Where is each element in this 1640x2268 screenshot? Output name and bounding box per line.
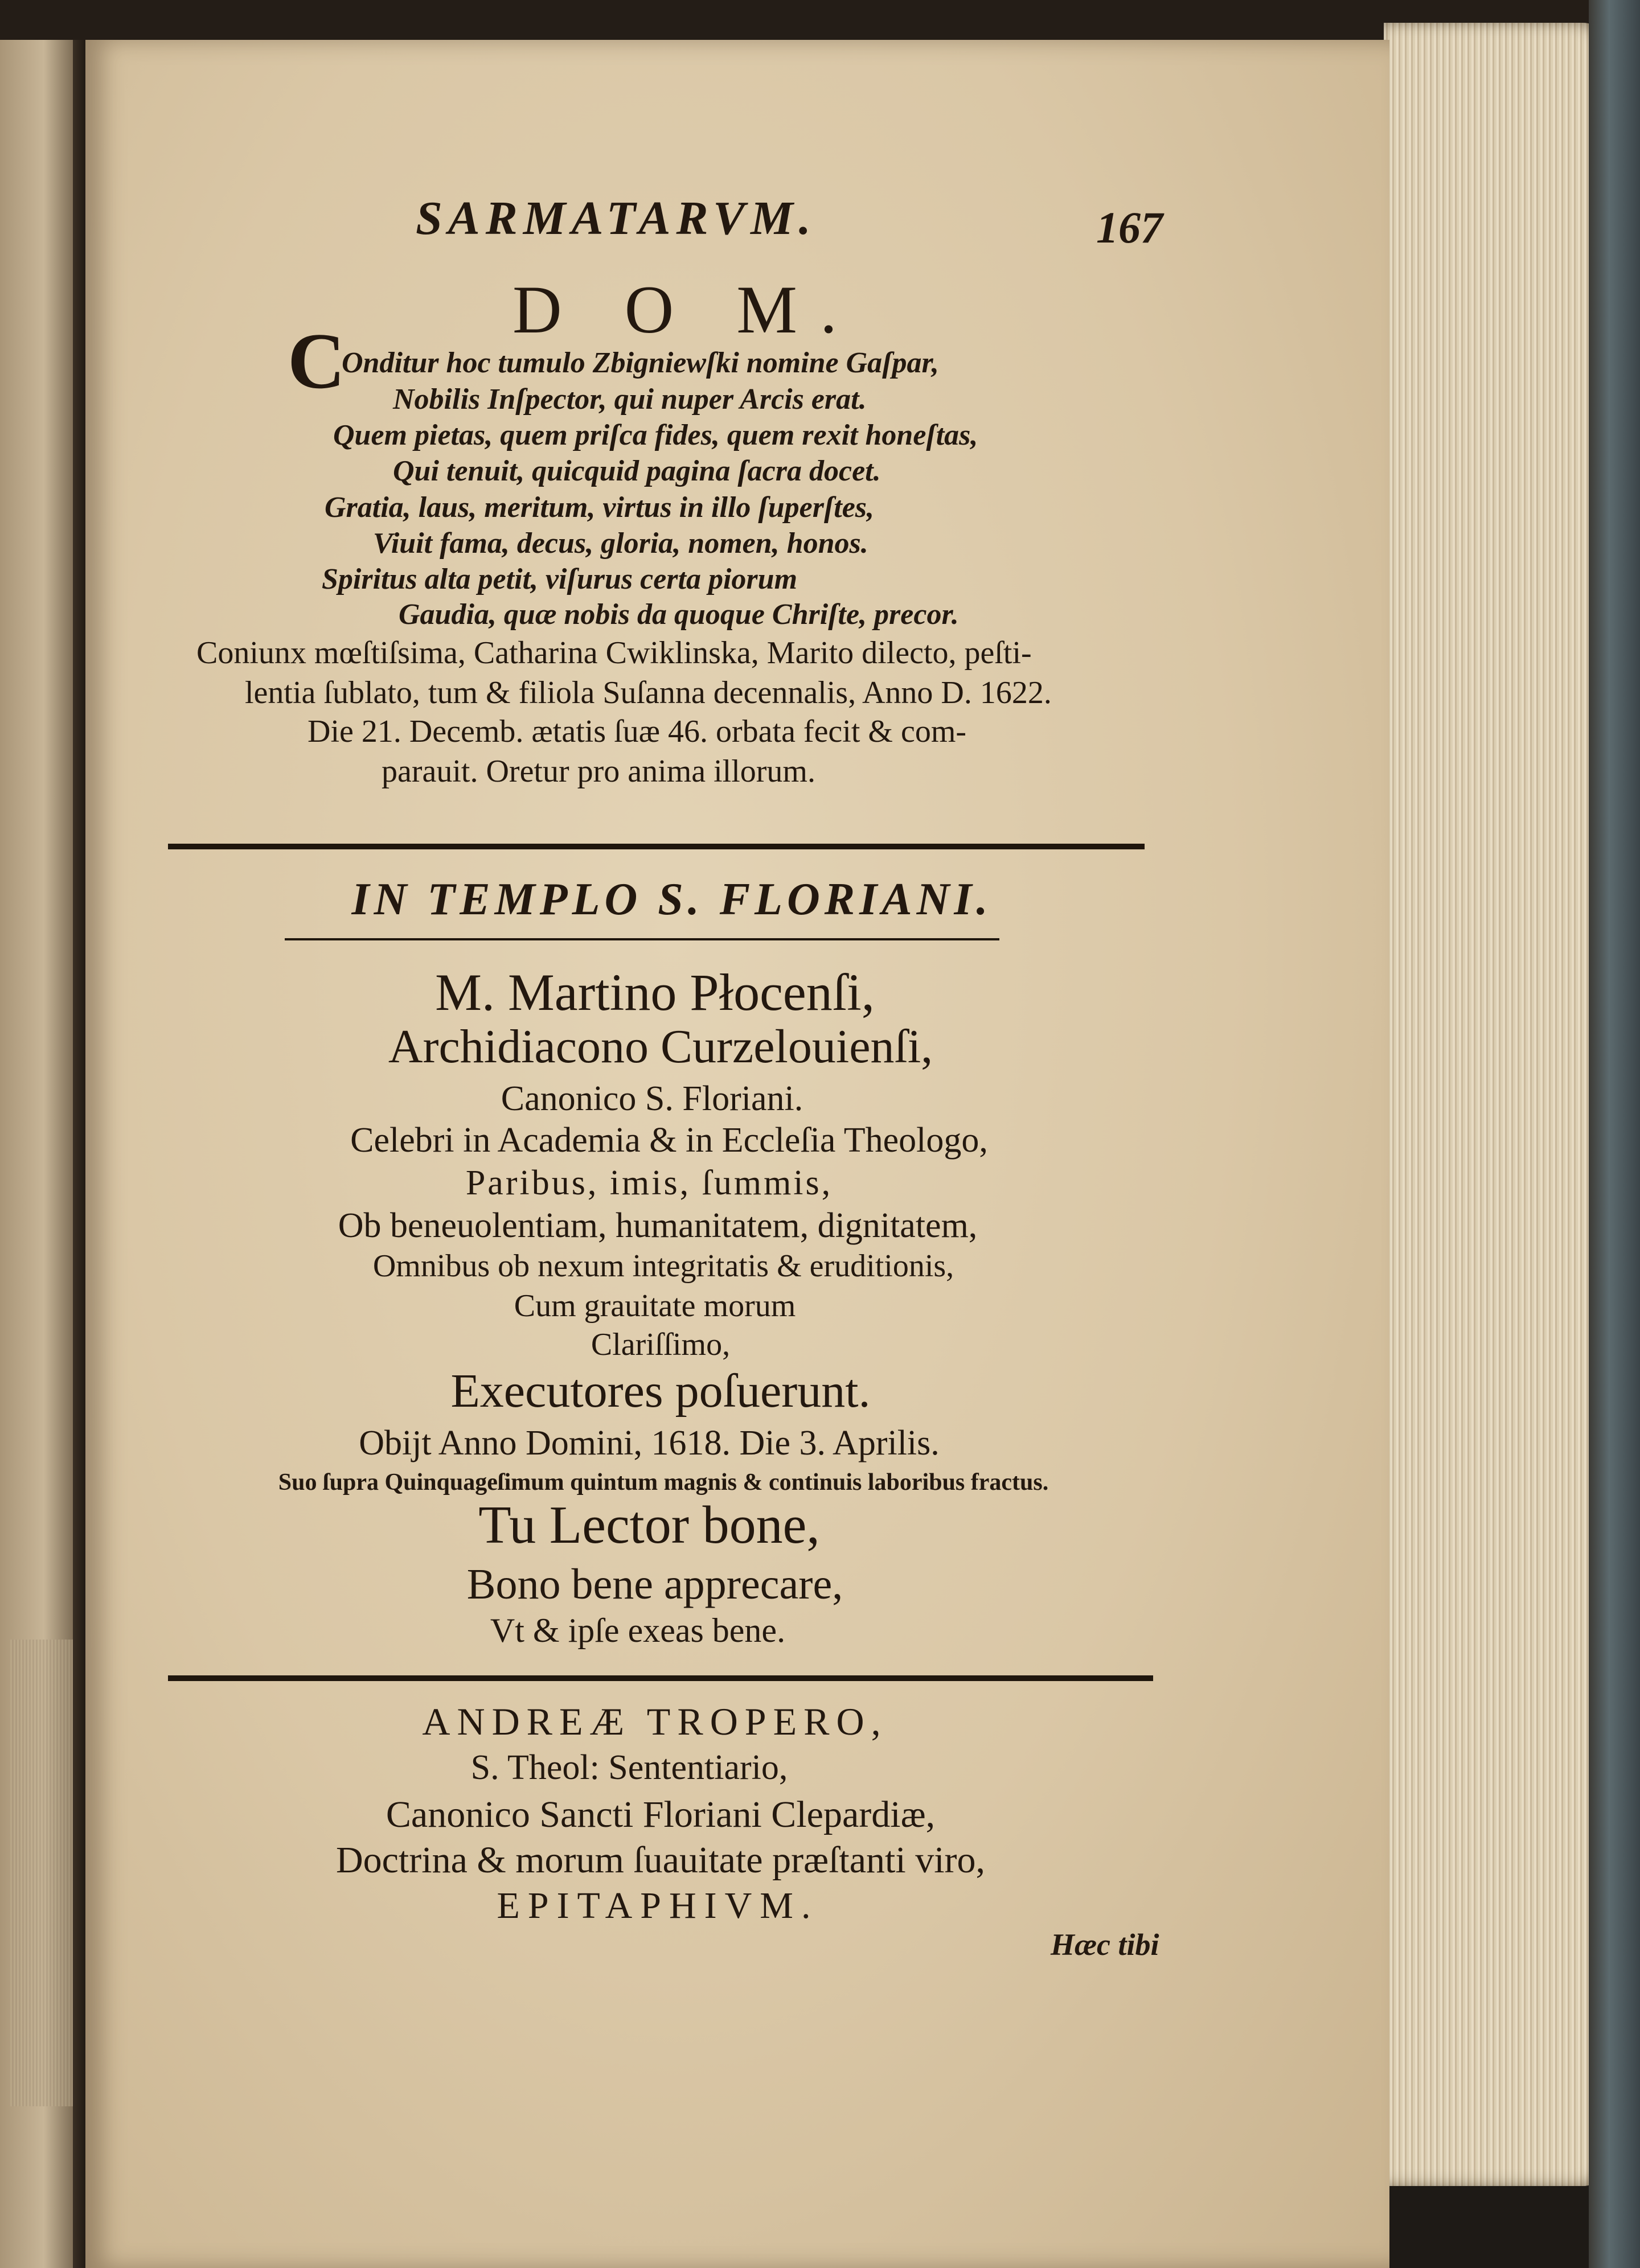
rule-under-title: [285, 938, 999, 940]
epitaph-line: S. Theol: Sententiario,: [470, 1748, 788, 1787]
prose-line: lentia ſublato, tum & filiola Suſanna decennalis, Anno D. 1622.: [245, 675, 1052, 710]
epitaph-line: Canonico S. Floriani.: [501, 1079, 803, 1118]
running-title: SARMATARVM.: [416, 192, 817, 245]
epitaph-line: Paribus, imis, ſummis,: [465, 1164, 833, 1202]
prose-line: parauit. Oretur pro anima illorum.: [382, 754, 815, 789]
verse-line: Onditur hoc tumulo Zbigniewſki nomine Gaſpar,: [342, 347, 939, 379]
page-number: 167: [1096, 203, 1163, 252]
epitaph-line: Vt & ipſe exeas bene.: [490, 1612, 786, 1649]
verse-line: Viuit fama, decus, gloria, nomen, honos.: [373, 527, 868, 560]
verse-line: Gratia, laus, meritum, virtus in illo ſuperſtes,: [325, 491, 875, 524]
rule-top: [168, 844, 1145, 849]
page-fore-edge: [1384, 23, 1606, 2186]
catchword: Hæc tibi: [1051, 1928, 1159, 1962]
epitaph-line: Executores poſuerunt.: [450, 1365, 871, 1418]
epitaph-line: Obijt Anno Domini, 1618. Die 3. Aprilis.: [359, 1424, 940, 1462]
epitaph-line: Suo ſupra Quinquageſimum quintum magnis & continuis laboribus fractus.: [278, 1469, 1049, 1495]
epitaph-line: Cum grauitate morum: [514, 1288, 796, 1324]
rule-bottom: [168, 1675, 1153, 1681]
epitaph-line: EPITAPHIVM.: [497, 1885, 819, 1926]
section-title: IN TEMPLO S. FLORIANI.: [351, 874, 993, 925]
epitaph-line: Bono bene apprecare,: [466, 1560, 843, 1608]
verse-line: Spiritus alta petit, viſurus certa piorum: [322, 563, 798, 595]
epitaph-line: Ob beneuolentiam, humanitatem, dignitatem,: [338, 1206, 978, 1245]
verse-line: Quem pietas, quem priſca fides, quem rexit honeſtas,: [333, 419, 978, 451]
facing-page-texture: [10, 1640, 73, 2106]
verse-line: Nobilis Inſpector, qui nuper Arcis erat.: [393, 383, 867, 416]
prose-line: Coniunx mœſtiſsima, Catharina Cwiklinska, Marito dilecto, peſti-: [196, 635, 1032, 671]
epitaph-line: ANDREÆ TROPERO,: [422, 1700, 888, 1743]
prose-line: Die 21. Decemb. ætatis ſuæ 46. orbata fecit & com-: [308, 714, 967, 749]
epitaph-line: Canonico Sancti Floriani Clepardiæ,: [386, 1794, 936, 1835]
epitaph-line: Archidiacono Curzelouienſi,: [388, 1020, 933, 1073]
epitaph-line: Celebri in Academia & in Eccleſia Theologo,: [350, 1121, 988, 1160]
drop-cap: C: [288, 317, 346, 405]
epitaph-line: Clariſſimo,: [591, 1327, 731, 1362]
verse-line: Qui tenuit, quicquid pagina ſacra docet.: [393, 455, 881, 487]
book-cover-edge: [1589, 0, 1640, 2268]
epitaph-line: M. Martino Płocenſi,: [435, 963, 875, 1021]
epitaph-line: Doctrina & morum ſuauitate præſtanti viro,: [335, 1839, 986, 1881]
epitaph-line: Omnibus ob nexum integritatis & eruditionis,: [372, 1248, 954, 1284]
epitaph-heading: D O M.: [512, 272, 860, 347]
verse-line: Gaudia, quæ nobis da quoque Chriſte, precor.: [399, 598, 959, 631]
epitaph-line: Tu Lector bone,: [478, 1495, 820, 1555]
